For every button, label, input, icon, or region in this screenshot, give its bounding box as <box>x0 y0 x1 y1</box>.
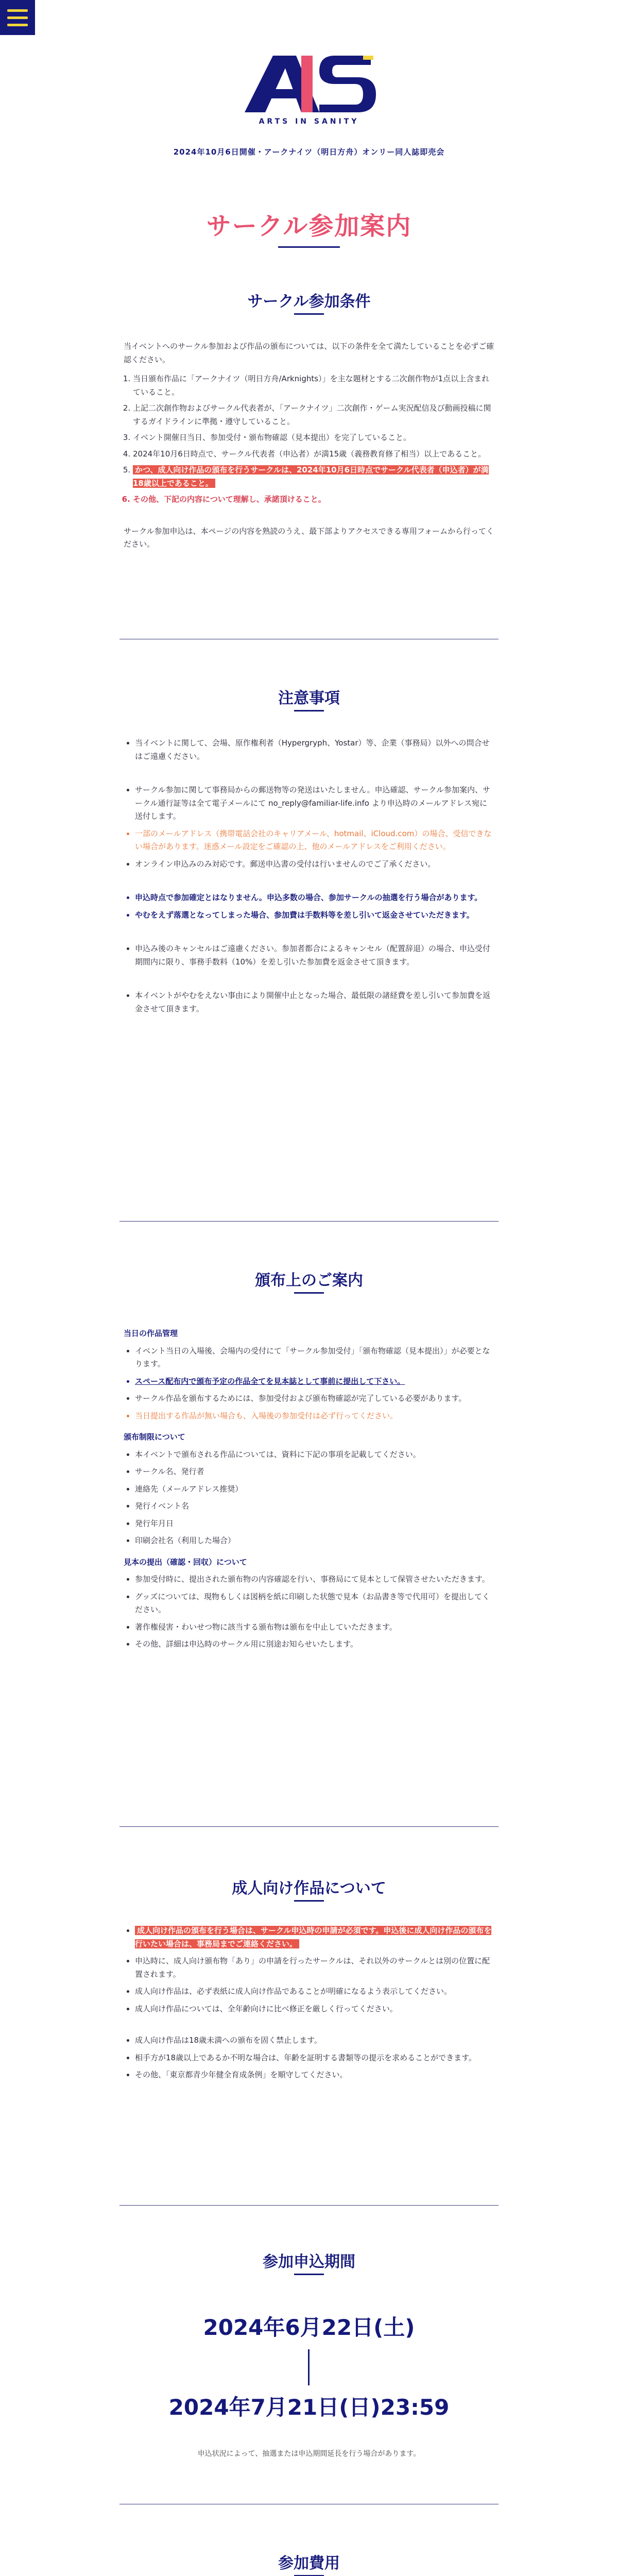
distribution-item: • 発行年月日 <box>135 1517 494 1531</box>
conditions-list <box>124 372 494 506</box>
note-item: • 申込時点で参加確定とはなりません。申込多数の場合、参加サークルの抽選を行う場合があります。 <box>135 891 494 905</box>
distribution-body <box>124 1319 494 1655</box>
conditions-outro: サークル参加申込は、本ページの内容を熟読のうえ、最下部よりアクセスできる専用フォームから行ってください。 <box>124 526 494 549</box>
note-item: • やむをえず落選となってしまった場合、参加費は手数料等を差し引いて返金させていただきます。 <box>135 909 494 922</box>
distribution-item: • イベント当日の入場後、会場内の受付にて「サークル参加受付」「頒布物確認（見本提出）」が必要となります。 <box>135 1345 494 1371</box>
condition-item: 4. 2024年10月6日時点で、サークル代表者（申込者）が満15歳（義務教育修了相当）以上であること。 <box>133 448 494 461</box>
period-note: 申込状況によって、抽選または申込期間延長を行う場合があります。 <box>197 2450 421 2458</box>
logo-tagline: ARTS IN SANITY <box>259 117 359 126</box>
title-underline <box>278 246 340 248</box>
adult-item: • その他、「東京都青少年健全育成条例」を順守してください。 <box>135 2069 494 2082</box>
menu-bar-icon <box>7 9 28 12</box>
note-item: • 一部のメールアドレス（携帯電話会社のキャリアメール、hotmail、iCloud.com）の場合、受信できない場合があります。迷惑メール設定をご確認の上、他のメールアドレスをご利用ください。 <box>135 827 494 854</box>
distribution-item: • 著作権侵害・わいせつ物に該当する頒布物は頒布を中止していただきます。 <box>135 1621 494 1634</box>
page-title: サークル参加案内 <box>206 212 412 241</box>
period-separator <box>308 2349 310 2385</box>
menu-bar-icon <box>7 16 28 19</box>
distribution-item: • 印刷会社名（利用した場合） <box>135 1534 494 1548</box>
distribution-item: • 連絡先（メールアドレス推奨） <box>135 1483 494 1496</box>
notes-list <box>124 737 494 1015</box>
note-item: • 本イベントがやむをえない事由により開催中止となった場合、最低限の諸経費を差し引いて参加費を返金させて頂きます。 <box>135 989 494 1015</box>
condition-item: 5. かつ、成人向け作品の頒布を行うサークルは、2024年10月6日時点でサークル代表者（申込者）が満18歳以上であること。 <box>133 464 494 490</box>
adult-item: • 成人向け作品は18歳未満への頒布を固く禁止します。 <box>135 2034 494 2047</box>
distribution-item: • スペース配布内で頒布予定の作品全てを見本誌として事前に提出して下さい。 <box>135 1375 494 1388</box>
logo-a-bar <box>265 89 306 98</box>
adult-item: • 成人向け作品の頒布を行う場合は、サークル申込時の申請が必須です。申込後に成人向け作品の頒布を行いたい場合は、事務局までご連絡ください。 <box>135 1924 494 1951</box>
condition-item: 1. 当日頒布作品に「アークナイツ（明日方舟/Arknights）」を主な題材とする二次創作物が1点以上含まれていること。 <box>133 372 494 399</box>
section-underline <box>294 1292 324 1294</box>
section-underline <box>294 710 324 711</box>
condition-item: 3. イベント開催日当日、参加受付・頒布物確認（見本提出）を完了していること。 <box>133 431 494 445</box>
conditions-body <box>124 340 494 557</box>
logo-accent <box>363 56 373 60</box>
conditions-intro: 当イベントへのサークル参加および作品の頒布については、以下の条件を全て満たしていることを必ずご確認ください。 <box>124 342 494 364</box>
note-item: • サークル参加に関して事務局からの郵送物等の発送はいたしません。申込確認、サークル参加案内、サークル通行証等は全て電子メールにて no_reply@familiar-life.info より申込時のメールアドレス宛に送付します。 <box>135 784 494 823</box>
subheading: 当日の作品管理 <box>124 1329 178 1338</box>
adult-item: • 成人向け作品については、全年齢向けに比べ修正を厳しく行ってください。 <box>135 2003 494 2016</box>
distribution-title: 頒布上のご案内 <box>255 1272 363 1290</box>
distribution-list <box>124 1573 494 1651</box>
note-item: • 当イベントに関して、会場、原作権利者（Hypergryph、Yostar）等、企業（事務局）以外への問合せはご遠慮ください。 <box>135 737 494 763</box>
distribution-item: • 参加受付時に、提出された頒布物の内容確認を行い、事務局にて見本として保管させたいただきます。 <box>135 1573 494 1586</box>
section-divider <box>119 1826 499 1827</box>
event-description: 2024年10月6日開催・アークナイツ（明日方舟）オンリー同人誌即売会 <box>173 147 445 157</box>
menu-bar-icon <box>7 24 28 26</box>
distribution-item: • その他、詳細は申込時のサークル用に別途お知らせいたします。 <box>135 1638 494 1651</box>
fees-title: 参加費用 <box>278 2554 340 2572</box>
hamburger-menu-button[interactable] <box>0 0 35 35</box>
section-divider <box>119 2205 499 2206</box>
period-end: 2024年7月21日(日)23:59 <box>168 2395 450 2420</box>
condition-item: 2. 上記二次創作物およびサークル代表者が、「アークナイツ」二次創作・ゲーム実況配信及び動画投稿に関するガイドラインに準拠・遵守していること。 <box>133 402 494 428</box>
notes-title: 注意事項 <box>278 689 340 707</box>
note-item: • オンライン申込みのみ対応です。郵送申込書の受付は行いませんのでご了承ください。 <box>135 858 494 871</box>
distribution-list <box>124 1345 494 1423</box>
distribution-item: • サークル名、発行者 <box>135 1465 494 1479</box>
adult-body <box>124 1924 494 2086</box>
distribution-item: • サークル作品を頒布するためには、参加受付および頒布物確認が完了している必要があります。 <box>135 1392 494 1405</box>
subheading: 頒布制限について <box>124 1432 185 1442</box>
condition-item: 6. その他、下記の内容について理解し、承諾頂けること。 <box>133 493 494 506</box>
distribution-item: • 本イベントで頒布される作品については、資料に下記の事項を記載してください。 <box>135 1448 494 1462</box>
distribution-list <box>124 1448 494 1548</box>
section-underline <box>294 2274 324 2275</box>
period-start: 2024年6月22日(土) <box>203 2315 415 2340</box>
section-underline <box>294 1900 324 1902</box>
logo-a-right-stroke <box>281 56 319 112</box>
distribution-item: • グッズについては、現物もしくは図柄を紙に印刷した状態で見本（お品書き等で代用可）を提出してください。 <box>135 1590 494 1617</box>
conditions-title: サークル参加条件 <box>247 293 371 311</box>
period-title: 参加申込期間 <box>263 2253 355 2271</box>
subheading: 見本の提出（確認・回収）について <box>124 1557 247 1567</box>
section-divider <box>119 1221 499 1222</box>
distribution-item: • 当日提出する作品が無い場合も、入場後の参加受付は必ず行ってください。 <box>135 1410 494 1423</box>
adult-item: • 成人向け作品は、必ず表紙に成人向け作品であることが明確になるよう表示してください。 <box>135 1985 494 1998</box>
adult-item: • 申込時に、成人向け頒布物「あり」の申請を行ったサークルは、それ以外のサークルとは別の位置に配置されます。 <box>135 1955 494 1981</box>
distribution-item: • 発行イベント名 <box>135 1500 494 1513</box>
note-item: • 申込み後のキャンセルはご遠慮ください。参加者都合によるキャンセル（配置辞退）の場合、申込受付期間内に限り、事務手数料（10%）を差し引いた参加費を返金させて頂きます。 <box>135 942 494 969</box>
adult-list <box>124 1924 494 2082</box>
logo-s-shape <box>319 56 376 112</box>
section-underline <box>294 313 324 315</box>
notes-body <box>124 737 494 1020</box>
adult-item: • 相手方が18歳以上であるか不明な場合は、年齢を証明する書類等の提示を求めることができます。 <box>135 2052 494 2065</box>
logo-i-stroke <box>301 56 313 112</box>
adult-title: 成人向け作品について <box>232 1879 386 1897</box>
